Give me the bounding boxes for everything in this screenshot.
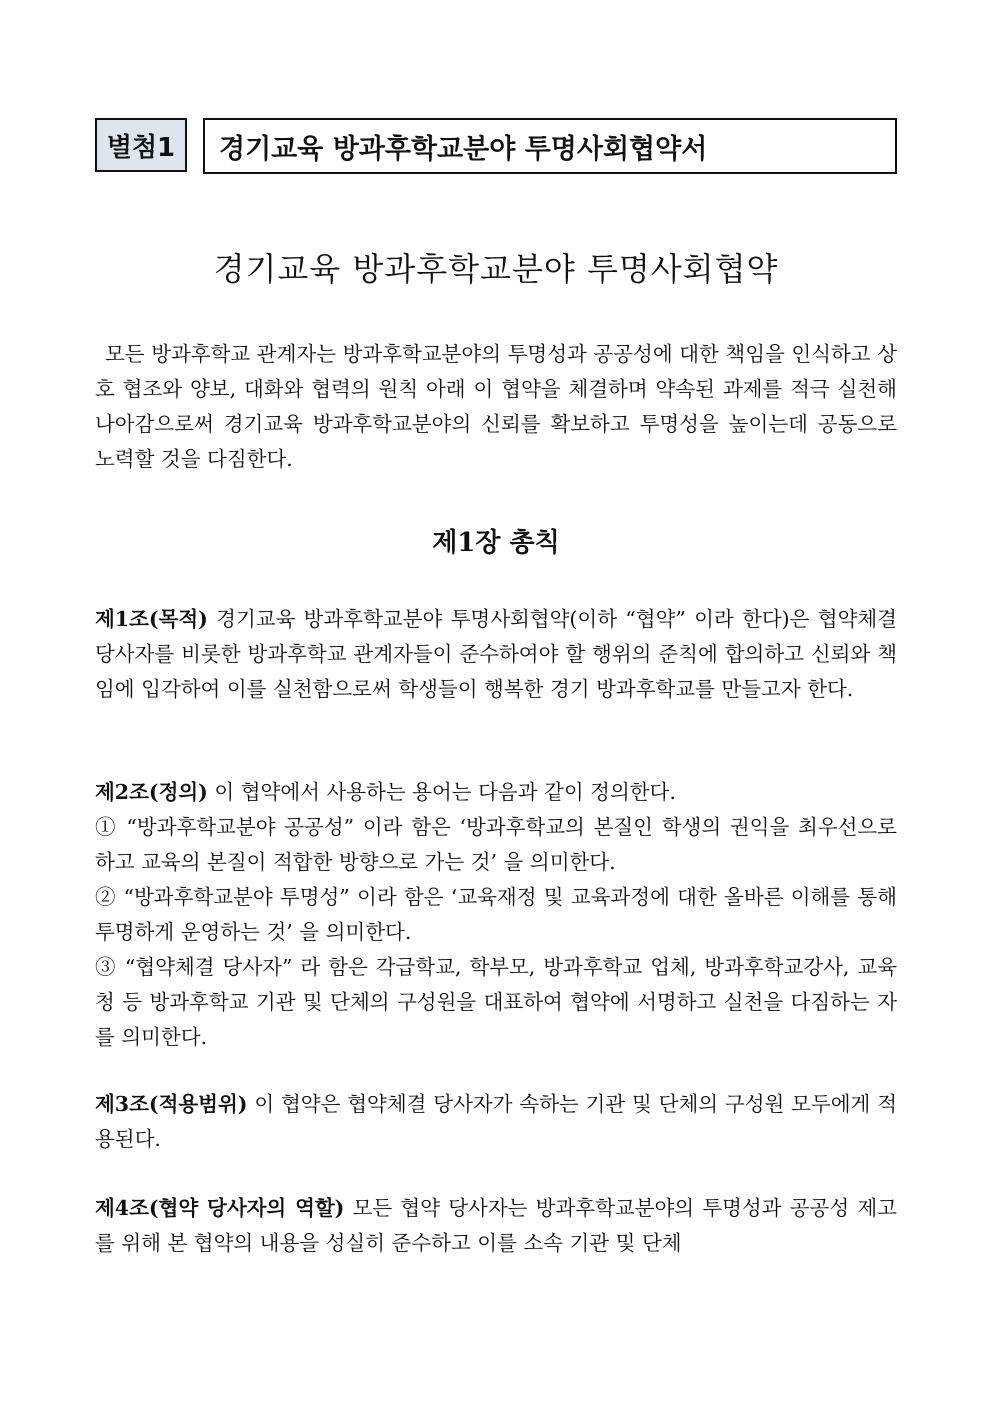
attachment-title: 경기교육 방과후학교분야 투명사회협약서 <box>203 118 897 174</box>
article-2 <box>95 775 897 1055</box>
definition-item: ③ “협약체결 당사자” 라 함은 각급학교, 학부모, 방과후학교 업체, 방과후학교강사, 교육청 등 방과후학교 기관 및 단체의 구성원을 대표하여 협약에 서명하고 실천을 다짐하는 자를 의미한다. <box>95 955 897 1049</box>
article-text: 모든 협약 당사자는 방과후학교분야의 투명성과 공공성 제고를 위해 본 협약의 내용을 성실히 준수하고 이를 소속 기관 및 단체 <box>95 1196 897 1255</box>
article-4 <box>95 1191 897 1261</box>
attachment-header <box>95 118 897 175</box>
article-label: 제2조(정의) <box>95 780 208 804</box>
attachment-tag: 별첨1 <box>95 118 187 172</box>
article-label: 제3조(적용범위) <box>95 1092 248 1116</box>
article-text: 경기교육 방과후학교분야 투명사회협약(이하 “협약” 이라 한다)은 협약체결 당사자를 비롯한 방과후학교 관계자들이 준수하여야 할 행위의 준칙에 합의하고 신뢰와 책임에 입각하여 이를 실천함으로써 학생들이 행복한 경기 방과후학교를 만들고자 한다. <box>95 607 897 701</box>
article-label: 제1조(목적) <box>95 607 208 631</box>
article-text: 이 협약은 협약체결 당사자가 속하는 기관 및 단체의 구성원 모두에게 적용된다. <box>95 1092 897 1151</box>
definition-item: ① “방과후학교분야 공공성” 이라 함은 ‘방과후학교의 본질인 학생의 권익을 최우선으로 하고 교육의 본질이 적합한 방향으로 가는 것’ 을 의미한다. <box>95 815 897 874</box>
definition-item: ② “방과후학교분야 투명성” 이라 함은 ‘교육재정 및 교육과정에 대한 올바른 이해를 통해 투명하게 운영하는 것’ 을 의미한다. <box>95 885 897 944</box>
article-1 <box>95 602 897 707</box>
chapter-heading: 제1장 총칙 <box>432 528 560 558</box>
article-label: 제4조(협약 당사자의 역할) <box>95 1196 345 1220</box>
document-title: 경기교육 방과후학교분야 투명사회협약 <box>213 250 779 288</box>
preamble: 모든 방과후학교 관계자는 방과후학교분야의 투명성과 공공성에 대한 책임을 인식하고 상호 협조와 양보, 대화와 협력의 원칙 아래 이 협약을 체결하며 약속된 과제를 적극 실천해 나아감으로써 경기교육 방과후학교분야의 신뢰를 확보하고 투명성을 높이는데 공동으로 노력할 것을 다짐한다. <box>95 342 897 471</box>
article-3 <box>95 1087 897 1157</box>
article-text: 이 협약에서 사용하는 용어는 다음과 같이 정의한다. <box>207 780 676 804</box>
